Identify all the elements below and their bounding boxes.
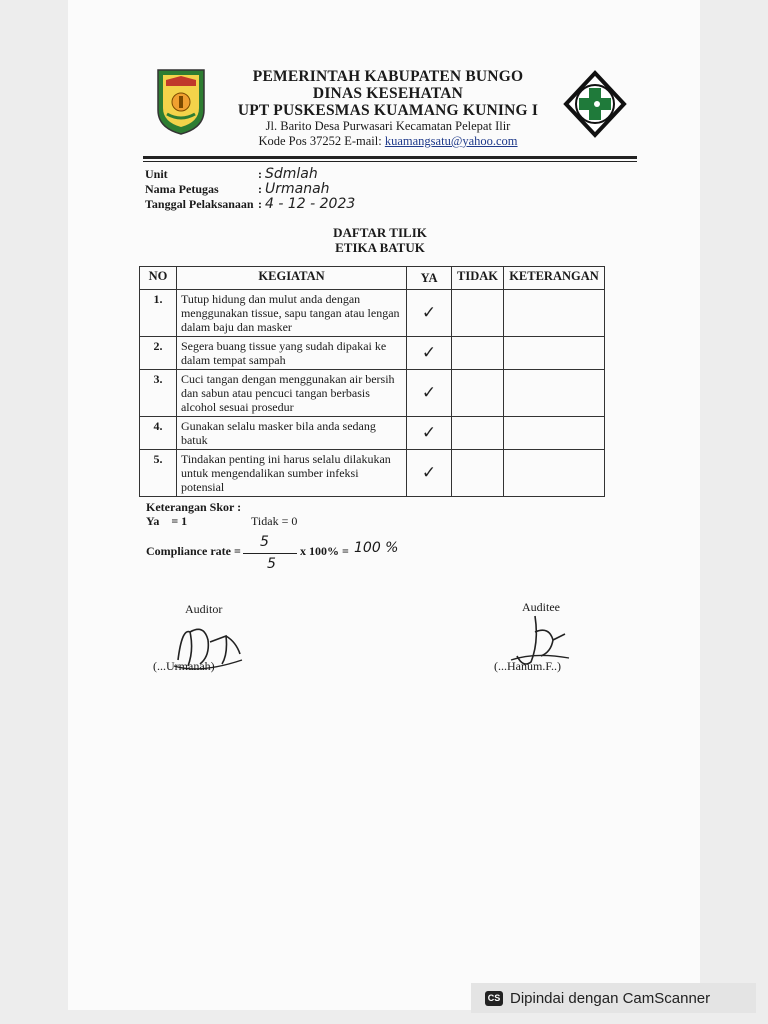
fraction-bar: [243, 553, 297, 554]
letterhead-divider-thin: [143, 161, 637, 162]
row-ya: [407, 450, 452, 497]
checkmark-icon: ✓: [421, 423, 437, 443]
score-legend-tidak: Tidak = 0: [251, 514, 298, 528]
checkmark-icon: ✓: [421, 343, 437, 363]
row-ya: [407, 417, 452, 450]
row-keterangan: [503, 290, 604, 337]
letterhead-address: Jl. Barito Desa Purwasari Kecamatan Pelepat Ilir: [265, 119, 511, 133]
camscanner-watermark: [471, 983, 756, 1013]
checkmark-icon: ✓: [421, 303, 437, 323]
checkmark-icon: ✓: [421, 383, 437, 403]
row-keterangan: [503, 370, 604, 417]
auditee-label: Auditee: [522, 600, 560, 614]
row-number: 1.: [140, 290, 177, 337]
row-activity: Tutup hidung dan mulut anda dengan menggunakan tissue, sapu tangan atau lengan dalam baju dan masker: [176, 290, 406, 337]
meta-date-value: 4 - 12 - 2023: [265, 196, 356, 212]
checklist-table: [139, 266, 605, 497]
table-row: [140, 290, 605, 337]
letterhead-contact: [220, 134, 556, 149]
meta-unit-label: Unit: [145, 167, 168, 181]
meta-date-row: [145, 196, 355, 212]
compliance-result: 100 %: [354, 540, 399, 556]
table-row: [140, 370, 605, 417]
meta-colon: :: [258, 182, 262, 196]
row-activity: Cuci tangan dengan menggunakan air bersih dan sabun atau pencuci tangan berbasis alcohol sesuai prosedur: [176, 370, 406, 417]
header-no: NO: [140, 267, 177, 290]
row-keterangan: [503, 450, 604, 497]
meta-date-label: Tanggal Pelaksanaan: [145, 197, 254, 211]
document-subtitle: ETIKA BATUK: [335, 240, 425, 255]
row-number: 2.: [140, 337, 177, 370]
checkmark-icon: ✓: [421, 463, 437, 483]
letterhead-puskesmas: UPT PUSKESMAS KUAMANG KUNING I: [237, 102, 539, 119]
compliance-multiplier: x 100% =: [300, 544, 349, 558]
puskesmas-logo: [563, 70, 627, 138]
letterhead-email: kuamangsatu@yahoo.com: [384, 134, 518, 148]
letterhead: [220, 68, 556, 149]
header-kegiatan: KEGIATAN: [176, 267, 406, 290]
row-ya: [407, 337, 452, 370]
auditee-name: (...Hanum.F..): [494, 659, 562, 673]
header-keterangan: KETERANGAN: [503, 267, 604, 290]
row-number: 4.: [140, 417, 177, 450]
compliance-numerator: 5: [260, 534, 269, 550]
camscanner-icon: CS: [485, 991, 503, 1006]
header-tidak: TIDAK: [452, 267, 504, 290]
table-row: [140, 337, 605, 370]
letterhead-divider-thick: [143, 156, 637, 159]
row-tidak: [452, 290, 504, 337]
header-ya: YA: [407, 267, 452, 290]
score-legend-title: Keterangan Skor :: [146, 500, 242, 514]
row-activity: Segera buang tissue yang sudah dipakai ke dalam tempat sampah: [176, 337, 406, 370]
row-activity: Tindakan penting ini harus selalu dilakukan untuk mengendalikan sumber infeksi potensial: [176, 450, 406, 497]
table-row: [140, 450, 605, 497]
compliance-denominator: 5: [267, 556, 276, 572]
meta-colon: :: [258, 167, 262, 181]
auditor-name: (...Urmanah): [153, 659, 215, 673]
letterhead-department: DINAS KESEHATAN: [312, 85, 464, 102]
row-keterangan: [503, 417, 604, 450]
document-title: DAFTAR TILIK: [333, 225, 427, 240]
meta-unit-row: [145, 166, 318, 182]
row-ya: [407, 370, 452, 417]
letterhead-government: PEMERINTAH KABUPATEN BUNGO: [252, 68, 524, 85]
meta-officer-value: Urmanah: [265, 181, 330, 197]
auditor-label: Auditor: [185, 602, 223, 616]
kabupaten-bungo-crest-logo: [154, 66, 208, 136]
meta-colon: :: [258, 197, 262, 211]
meta-officer-label: Nama Petugas: [145, 182, 219, 196]
camscanner-text: Dipindai dengan CamScanner: [510, 989, 711, 1007]
row-number: 5.: [140, 450, 177, 497]
checklist-header-row: [140, 267, 605, 290]
letterhead-postal: Kode Pos 37252 E-mail:: [258, 134, 382, 148]
row-tidak: [452, 417, 504, 450]
row-keterangan: [503, 337, 604, 370]
row-number: 3.: [140, 370, 177, 417]
meta-unit-value: Sdmlah: [265, 166, 318, 182]
row-ya: [407, 290, 452, 337]
row-tidak: [452, 370, 504, 417]
meta-officer-row: [145, 181, 330, 197]
compliance-label: Compliance rate =: [146, 544, 241, 558]
row-activity: Gunakan selalu masker bila anda sedang batuk: [176, 417, 406, 450]
table-row: [140, 417, 605, 450]
score-legend-ya: Ya = 1: [146, 514, 188, 528]
row-tidak: [452, 450, 504, 497]
row-tidak: [452, 337, 504, 370]
